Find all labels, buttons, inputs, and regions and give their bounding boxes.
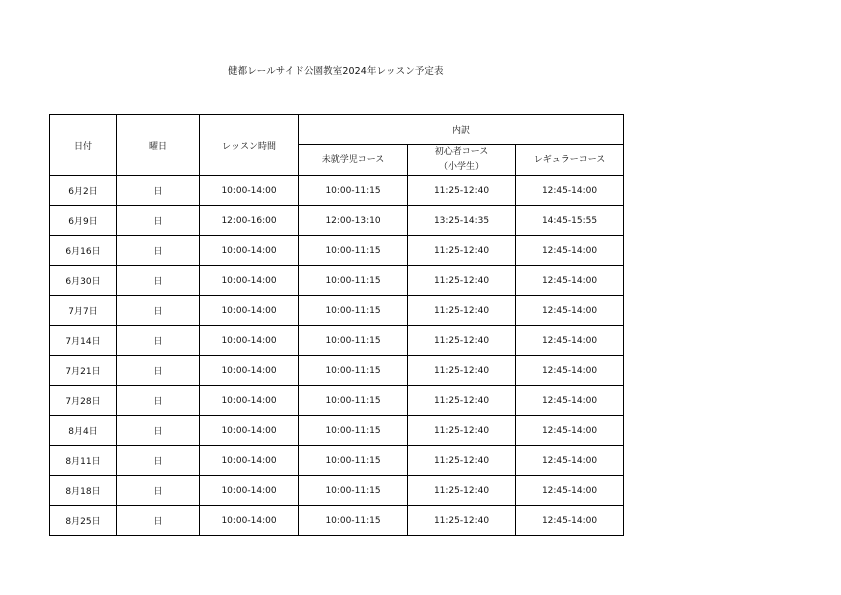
cell-preschool-time: 10:00-11:15 [299,176,408,206]
cell-regular-time: 12:45-14:00 [516,326,624,356]
cell-beginner-time: 11:25-12:40 [408,236,516,266]
cell-lesson-time: 10:00-14:00 [200,356,299,386]
cell-weekday: 日 [117,386,200,416]
cell-preschool-time: 10:00-11:15 [299,446,408,476]
lesson-schedule-table [49,114,624,536]
header-lesson-time: レッスン時間 [200,115,299,176]
cell-date: 8月18日 [50,476,117,506]
header-course-regular [516,145,624,176]
header-weekday: 曜日 [117,115,200,176]
cell-preschool-time: 10:00-11:15 [299,296,408,326]
table-row [50,356,624,386]
course-label: 未就学児コース [321,154,385,165]
cell-date: 8月25日 [50,506,117,536]
cell-date: 7月7日 [50,296,117,326]
cell-weekday: 日 [117,476,200,506]
cell-date: 6月9日 [50,206,117,236]
cell-date: 8月11日 [50,446,117,476]
cell-regular-time: 12:45-14:00 [516,236,624,266]
cell-lesson-time: 10:00-14:00 [200,176,299,206]
cell-preschool-time: 10:00-11:15 [299,476,408,506]
cell-date: 6月2日 [50,176,117,206]
course-label: 初心者コース [434,147,489,157]
cell-beginner-time: 11:25-12:40 [408,296,516,326]
table-row [50,506,624,536]
cell-regular-time: 12:45-14:00 [516,476,624,506]
cell-regular-time: 12:45-14:00 [516,296,624,326]
cell-beginner-time: 11:25-12:40 [408,386,516,416]
cell-regular-time: 12:45-14:00 [516,506,624,536]
table-row [50,326,624,356]
table-row [50,206,624,236]
cell-regular-time: 12:45-14:00 [516,386,624,416]
table-row [50,236,624,266]
header-course-preschool [299,145,408,176]
table-row [50,296,624,326]
cell-weekday: 日 [117,416,200,446]
cell-weekday: 日 [117,176,200,206]
cell-preschool-time: 12:00-13:10 [299,206,408,236]
cell-lesson-time: 12:00-16:00 [200,206,299,236]
cell-beginner-time: 11:25-12:40 [408,476,516,506]
table-row [50,266,624,296]
cell-date: 7月21日 [50,356,117,386]
cell-weekday: 日 [117,266,200,296]
cell-weekday: 日 [117,206,200,236]
cell-beginner-time: 11:25-12:40 [408,416,516,446]
table-row [50,176,624,206]
cell-preschool-time: 10:00-11:15 [299,236,408,266]
cell-lesson-time: 10:00-14:00 [200,386,299,416]
cell-date: 7月28日 [50,386,117,416]
cell-preschool-time: 10:00-11:15 [299,326,408,356]
table-row [50,446,624,476]
cell-regular-time: 12:45-14:00 [516,356,624,386]
cell-lesson-time: 10:00-14:00 [200,266,299,296]
cell-preschool-time: 10:00-11:15 [299,416,408,446]
header-course-beginner [408,145,516,176]
page-title: 健都レールサイド公園教室2024年レッスン予定表 [228,66,444,77]
header-date: 日付 [50,115,117,176]
cell-date: 7月14日 [50,326,117,356]
cell-preschool-time: 10:00-11:15 [299,386,408,416]
table-header-row [50,115,624,145]
cell-weekday: 日 [117,506,200,536]
cell-preschool-time: 10:00-11:15 [299,356,408,386]
cell-beginner-time: 11:25-12:40 [408,506,516,536]
cell-regular-time: 12:45-14:00 [516,416,624,446]
cell-date: 6月16日 [50,236,117,266]
cell-preschool-time: 10:00-11:15 [299,506,408,536]
cell-preschool-time: 10:00-11:15 [299,266,408,296]
header-breakdown: 内訳 [299,115,624,145]
table-row [50,476,624,506]
cell-lesson-time: 10:00-14:00 [200,506,299,536]
cell-weekday: 日 [117,326,200,356]
table-row [50,386,624,416]
cell-weekday: 日 [117,296,200,326]
cell-lesson-time: 10:00-14:00 [200,296,299,326]
course-sublabel: （小学生） [438,162,484,172]
cell-date: 8月4日 [50,416,117,446]
cell-lesson-time: 10:00-14:00 [200,446,299,476]
cell-beginner-time: 11:25-12:40 [408,356,516,386]
cell-weekday: 日 [117,356,200,386]
cell-beginner-time: 11:25-12:40 [408,176,516,206]
cell-beginner-time: 11:25-12:40 [408,326,516,356]
cell-regular-time: 12:45-14:00 [516,446,624,476]
cell-date: 6月30日 [50,266,117,296]
cell-lesson-time: 10:00-14:00 [200,476,299,506]
table-body [50,176,624,536]
cell-regular-time: 12:45-14:00 [516,176,624,206]
cell-beginner-time: 11:25-12:40 [408,266,516,296]
cell-weekday: 日 [117,446,200,476]
cell-lesson-time: 10:00-14:00 [200,326,299,356]
cell-lesson-time: 10:00-14:00 [200,416,299,446]
course-label: レギュラーコース [533,154,606,165]
cell-beginner-time: 13:25-14:35 [408,206,516,236]
cell-beginner-time: 11:25-12:40 [408,446,516,476]
cell-lesson-time: 10:00-14:00 [200,236,299,266]
cell-regular-time: 12:45-14:00 [516,266,624,296]
cell-weekday: 日 [117,236,200,266]
cell-regular-time: 14:45-15:55 [516,206,624,236]
table-row [50,416,624,446]
